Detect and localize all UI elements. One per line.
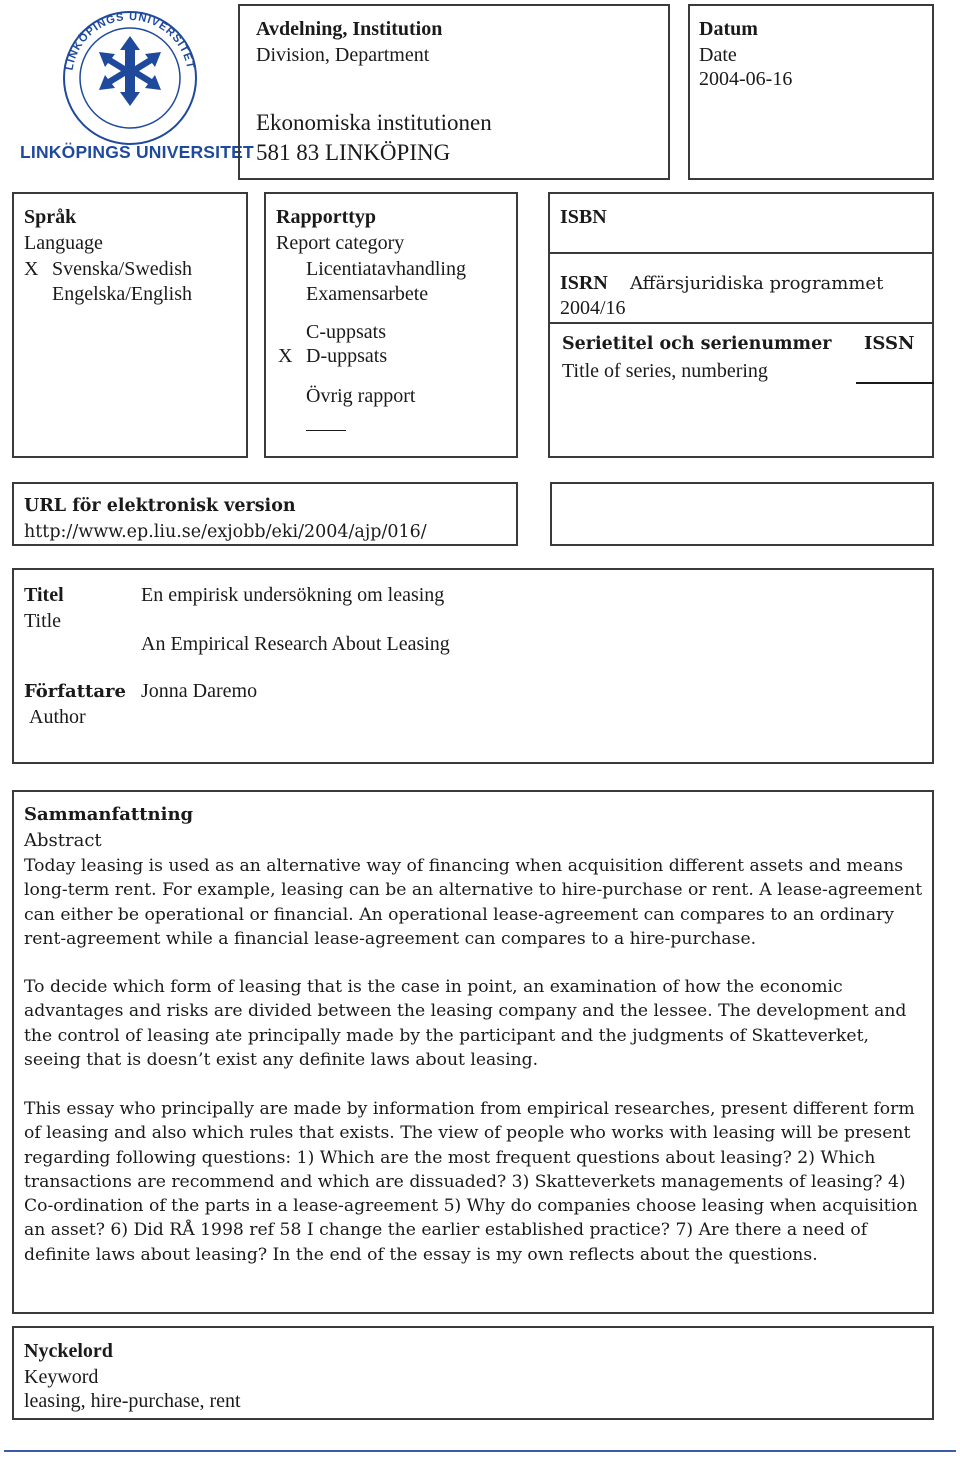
issn-label: ISSN bbox=[864, 333, 915, 354]
abstract-box bbox=[12, 790, 934, 1314]
university-logo bbox=[14, 8, 254, 178]
url-value[interactable]: http://www.ep.liu.se/exjobb/eki/2004/ajp/016/ bbox=[24, 522, 427, 542]
abstract-paragraph-3: This essay who principally are made by information from empirical researches, present different form of leasing and also which rules that exists. The view of people who works with leasing will be present regarding following questions: 1) Which are the most frequent questions about leasing? 2) Which transactions are recommend and which are dissuaded? 3) Skatteverkets managements of leasing? 4) Co-ordination of the parts in a lease-agreement 5) Why do companies choose leasing when acquisition an asset? 6) Did RÅ 1998 ref 58 I change the earlier established practice? 7) Are there a need of definite laws about leasing? In the end of the essay is my own reflects about the questions. bbox=[24, 1099, 918, 1265]
report-category-box bbox=[264, 192, 518, 458]
author-value: Jonna Daremo bbox=[141, 680, 258, 702]
department-label-en: Division, Department bbox=[256, 44, 430, 66]
author-label-en: Author bbox=[29, 706, 86, 728]
title-value-en: An Empirical Research About Leasing bbox=[141, 633, 450, 655]
keyword-box bbox=[12, 1326, 934, 1420]
abstract-label-sv: Sammanfattning bbox=[24, 804, 194, 825]
department-label-sv: Avdelning, Institution bbox=[256, 18, 443, 40]
language-option-swedish: Svenska/Swedish bbox=[52, 258, 192, 280]
isrn-label: ISRN bbox=[560, 272, 608, 294]
keyword-label-sv: Nyckelord bbox=[24, 1340, 113, 1362]
isbn-label: ISBN bbox=[560, 206, 607, 228]
isbn-box bbox=[548, 192, 934, 458]
abstract-paragraph-2: To decide which form of leasing that is the case in point, an examination of how the economic advantages and risks are divided between the leasing company and the lessee. The development and the control of leasing ate principally made by the participant and the judgments of Skatteverket, seeing that is doesn’t exist any definite laws about leasing. bbox=[24, 977, 907, 1070]
keyword-value: leasing, hire-purchase, rent bbox=[24, 1390, 241, 1412]
department-address: 581 83 LINKÖPING bbox=[256, 140, 451, 165]
series-label-sv: Serietitel och serienummer bbox=[562, 334, 832, 354]
university-name: LINKÖPINGS UNIVERSITET bbox=[20, 142, 254, 162]
report-label-en: Report category bbox=[276, 232, 405, 254]
report-option-other: Övrig rapport bbox=[306, 385, 416, 407]
report-label-sv: Rapporttyp bbox=[276, 206, 377, 228]
url-empty-box bbox=[550, 482, 934, 546]
date-value: 2004-06-16 bbox=[699, 68, 793, 90]
other-report-blank-line bbox=[306, 430, 346, 431]
title-box bbox=[12, 568, 934, 764]
language-label-en: Language bbox=[24, 232, 103, 254]
bottom-rule bbox=[4, 1450, 956, 1452]
isbn-separator bbox=[550, 252, 934, 254]
report-option-c-uppsats: C-uppsats bbox=[306, 321, 386, 343]
department-name: Ekonomiska institutionen bbox=[256, 110, 492, 135]
title-label-en: Title bbox=[24, 610, 62, 632]
report-option-exam: Examensarbete bbox=[306, 283, 429, 305]
report-option-d-uppsats: D-uppsats bbox=[306, 345, 388, 367]
university-seal-icon bbox=[14, 8, 246, 158]
department-box bbox=[238, 4, 670, 180]
abstract-label-en: Abstract bbox=[24, 830, 102, 851]
language-box bbox=[12, 192, 248, 458]
url-label: URL för elektronisk version bbox=[24, 496, 296, 516]
abstract-paragraph-1: Today leasing is used as an alternative way of financing when acquisition different assets and means long-term rent. For example, leasing can be an alternative to hire-purchase or rent. A lease-agreement can either be operational or financial. An operational lease-agreement can compares to an ordinary rent-agreement while a financial lease-agreement can compares to a hire-purchase. bbox=[24, 856, 923, 949]
isrn-value-year: 2004/16 bbox=[560, 297, 626, 319]
report-mark-d-uppsats: X bbox=[278, 345, 293, 367]
title-label-sv: Titel bbox=[24, 584, 64, 606]
seal-text: LINKÖPINGS UNIVERSITET bbox=[63, 10, 197, 72]
url-box bbox=[12, 482, 518, 546]
date-label-sv: Datum bbox=[699, 18, 758, 40]
date-box bbox=[688, 4, 934, 180]
series-label-en: Title of series, numbering bbox=[562, 360, 768, 382]
issn-blank-line bbox=[856, 382, 934, 384]
isrn-separator bbox=[550, 322, 934, 324]
language-option-english: Engelska/English bbox=[52, 283, 192, 305]
language-label-sv: Språk bbox=[24, 206, 77, 228]
language-mark-swedish: X bbox=[24, 258, 39, 280]
date-label-en: Date bbox=[699, 44, 737, 66]
keyword-label-en: Keyword bbox=[24, 1366, 99, 1388]
isrn-value: Affärsjuridiska programmet bbox=[630, 273, 884, 294]
author-label-sv: Författare bbox=[24, 681, 126, 702]
report-option-licentiate: Licentiatavhandling bbox=[306, 258, 466, 280]
title-value-sv: En empirisk undersökning om leasing bbox=[141, 584, 445, 606]
